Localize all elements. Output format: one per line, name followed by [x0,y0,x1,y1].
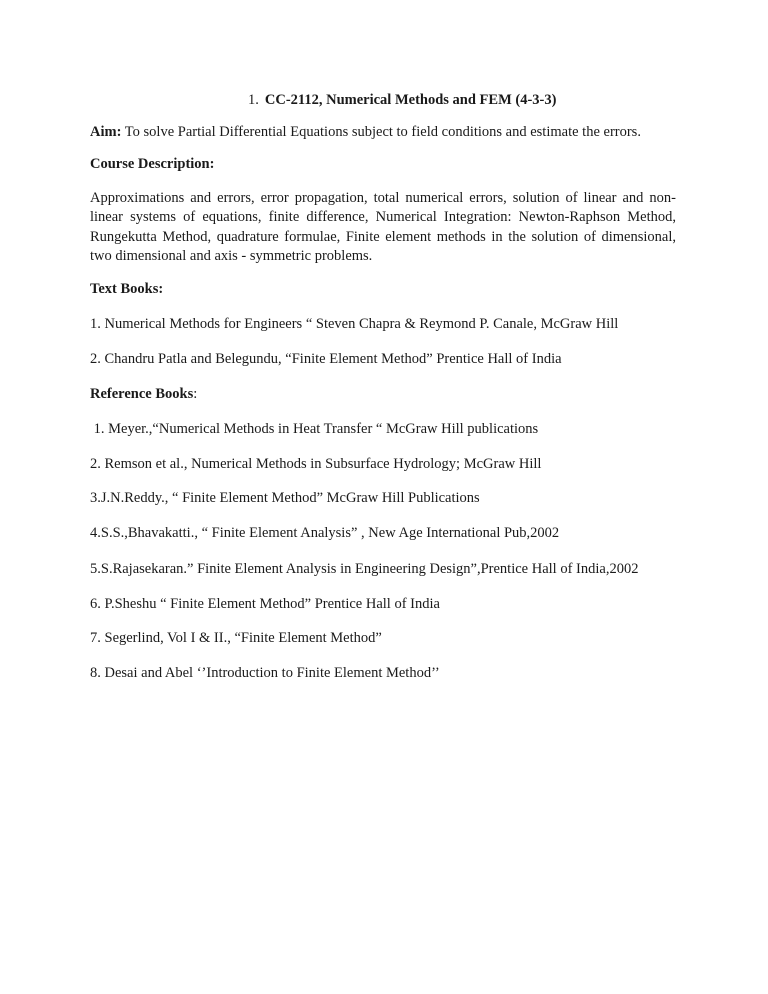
text-books-heading: Text Books: [90,281,164,297]
reference-books-heading [90,385,197,403]
reference-book-item: 2. Remson et al., Numerical Methods in Subsurface Hydrology; McGraw Hill [90,456,542,472]
course-description-heading: Course Description: [90,156,215,172]
reference-books-heading-colon: : [193,386,198,402]
course-description-line: linear systems of equations, finite difference, Numerical Integration: Newton-Raphson Method, [90,209,676,225]
course-number: 1. [248,92,259,108]
course-title [248,91,556,109]
reference-book-item: 5.S.Rajasekaran.” Finite Element Analysis in Engineering Design”,Prentice Hall of India,2002 [90,561,639,577]
reference-book-item: 1. Meyer.,“Numerical Methods in Heat Transfer “ McGraw Hill publications [90,421,539,437]
reference-book-item: 6. P.Sheshu “ Finite Element Method” Prentice Hall of India [90,596,440,612]
course-description-line: Approximations and errors, error propagation, total numerical errors, solution of linear and non- [90,190,676,206]
reference-book-item: 3.J.N.Reddy., “ Finite Element Method” McGraw Hill Publications [90,490,480,506]
course-description-line: two dimensional and axis - symmetric problems. [90,248,373,264]
course-title-text: CC-2112, Numerical Methods and FEM (4-3-3) [264,92,557,108]
reference-books-heading-text: Reference Books [90,386,194,402]
text-book-item: 2. Chandru Patla and Belegundu, “Finite Element Method” Prentice Hall of India [90,351,562,367]
text-book-item: 1. Numerical Methods for Engineers “ Steven Chapra & Reymond P. Canale, McGraw Hill [90,316,619,332]
aim-line [90,123,641,141]
aim-text: To solve Partial Differential Equations subject to field conditions and estimate the errors. [124,124,641,140]
reference-book-item: 8. Desai and Abel ‘’Introduction to Finite Element Method’’ [90,665,440,681]
reference-book-item: 4.S.S.,Bhavakatti., “ Finite Element Analysis” , New Age International Pub,2002 [90,525,560,541]
course-description-line: Rungekutta Method, quadrature formulae, Finite element methods in the solution of dimensional, [90,229,676,245]
aim-label: Aim: [90,124,122,140]
reference-book-item: 7. Segerlind, Vol I & II., “Finite Element Method” [90,630,382,646]
